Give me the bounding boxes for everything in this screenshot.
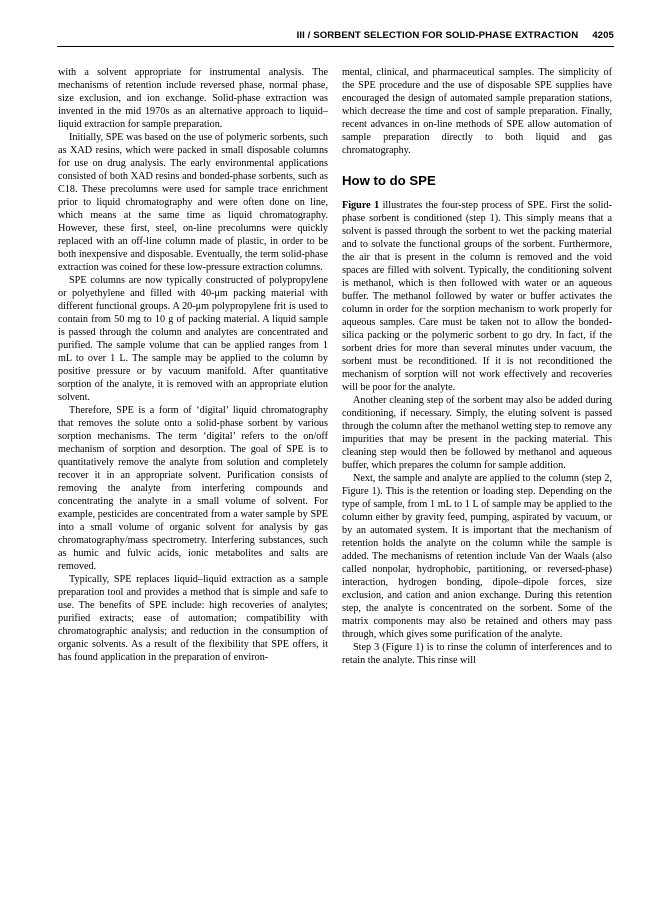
- paragraph-text: illustrates the four-step process of SPE. First the solid-phase sorbent is conditioned (step 1). This simply means that a solvent is passed through the sorbent to wet the packing material and to solvate the functional groups of the sorbent. Furthermore, the air that is present in the column is removed and the void spaces are filled with solvent. Typically, the conditioning solvent is methanol, which is then followed with water or an aqueous buffer. The methanol followed by water or buffer activates the column in order for the sorption mechanism to work properly for aqueous samples. Care must be taken not to allow the bonded-silica packing or the polymeric sorbent to go dry. In fact, if the sorbent dries for more than several minutes under vacuum, the sorbent must be reconditioned. If it is not reconditioned the mechanism of sorption will not work effectively and recoveries will be poor for the analyte.: [342, 200, 612, 393]
- paragraph: Next, the sample and analyte are applied to the column (step 2, Figure 1). This is the retention or loading step. Depending on the type of sample, from 1 mL to 1 L of sample may be applied to the column either by gravity feed, pumping, aspirated by vacuum, or by an automated system. It is important that the mechanism of retention holds the analyte on the column while the sample is added. The mechanisms of retention include Van der Waals (also called nonpolar, hydrophobic, partitioning, or reversed-phase) interaction, hydrogen bonding, dipole–dipole forces, size exclusion, and cation and anion exchange. During this retention step, the analyte is concentrated on the sorbent. Some of the matrix components may also be retained and others may pass through, which gives some purification of the analyte.: [342, 473, 612, 640]
- running-header: [57, 30, 614, 47]
- figure-reference: Figure 1: [342, 200, 380, 211]
- left-column: [58, 66, 328, 664]
- paragraph: with a solvent appropriate for instrumental analysis. The mechanisms of retention include reversed phase, normal phase, size exclusion, and ion exchange. Solid-phase extraction was invented in the mid 1970s as an alternative approach to liquid–liquid extraction for sample preparation.: [58, 67, 328, 130]
- paragraph: SPE columns are now typically constructed of polypropylene or polyethylene and filled with 40-μm packing material with different functional groups. A 20-μm polypropylene frit is used to contain from 50 mg to 10 g of packing material. A liquid sample is passed through the column and analytes are concentrated and purified. The sample volume that can be applied ranges from 1 mL to over 1 L. The sample may be applied to the column by positive pressure or by vacuum manifold. After quantitative sorption of the analyte, it is removed with an appropriate elution solvent.: [58, 275, 328, 403]
- section-heading: How to do SPE: [342, 173, 436, 188]
- right-column: [342, 66, 612, 667]
- running-title: III / SORBENT SELECTION FOR SOLID-PHASE EXTRACTION: [296, 30, 579, 41]
- page-number: 4205: [592, 30, 614, 41]
- paragraph: [342, 199, 612, 394]
- paragraph: Step 3 (Figure 1) is to rinse the column of interferences and to retain the analyte. This rinse will: [342, 642, 612, 666]
- paragraph: mental, clinical, and pharmaceutical samples. The simplicity of the SPE procedure and the use of disposable SPE supplies have encouraged the design of automated sample preparation stations, which decrease the time and cost of sample preparation. Finally, recent advances in on-line methods of SPE allow automation of sample preparation directly to both liquid and gas chromatography.: [342, 67, 612, 156]
- paragraph: Another cleaning step of the sorbent may also be added during conditioning, if necessary. Simply, the eluting solvent is passed through the column after the methanol wetting step to remove any impurities that may be present in the packing material. This cleaning step would then be followed by methanol and aqueous buffer, which prepares the column for sample addition.: [342, 395, 612, 471]
- paragraph: Initially, SPE was based on the use of polymeric sorbents, such as XAD resins, which were packed in small disposable columns for use on drug analysis. The early environmental applications consisted of both XAD resins and bonded-phase sorbents, such as C18. These precolumns were used for sample trace enrichment prior to liquid chromatography and were often done on line, which means at the same time as liquid chromatography. However, these first, steel, on-line precolumns were quickly replaced with an off-line column made of plastic, in order to be both inexpensive and disposable. Eventually, the term solid-phase extraction was coined for these low-pressure extraction columns.: [58, 132, 328, 273]
- paragraph: Typically, SPE replaces liquid–liquid extraction as a sample preparation tool and provides a method that is simple and safe to use. The benefits of SPE include: high recoveries of analytes; purified extracts; ease of automation; compatibility with chromatographic analysis; and reduction in the consumption of organic solvents. As a result of the flexibility that SPE offers, it has found application in the preparation of environ-: [58, 574, 328, 663]
- paragraph: Therefore, SPE is a form of ‘digital’ liquid chromatography that removes the solute onto a solid-phase sorbent by various sorption mechanisms. The term ‘digital’ refers to the on/off mechanism of sorption and desorption. The goal of SPE is to quantitatively remove the analyte from solution and completely recover it in an appropriate solvent. Purification consists of removing the analyte from interfering compounds and concentrating the analyte in a small volume of solvent. For example, pesticides are concentrated from a water sample by SPE into a small volume of organic solvent for analysis by gas chromatography/mass spectrometry. Interfering substances, such as humic and fulvic acids, ionic metabolites and salts are removed.: [58, 405, 328, 572]
